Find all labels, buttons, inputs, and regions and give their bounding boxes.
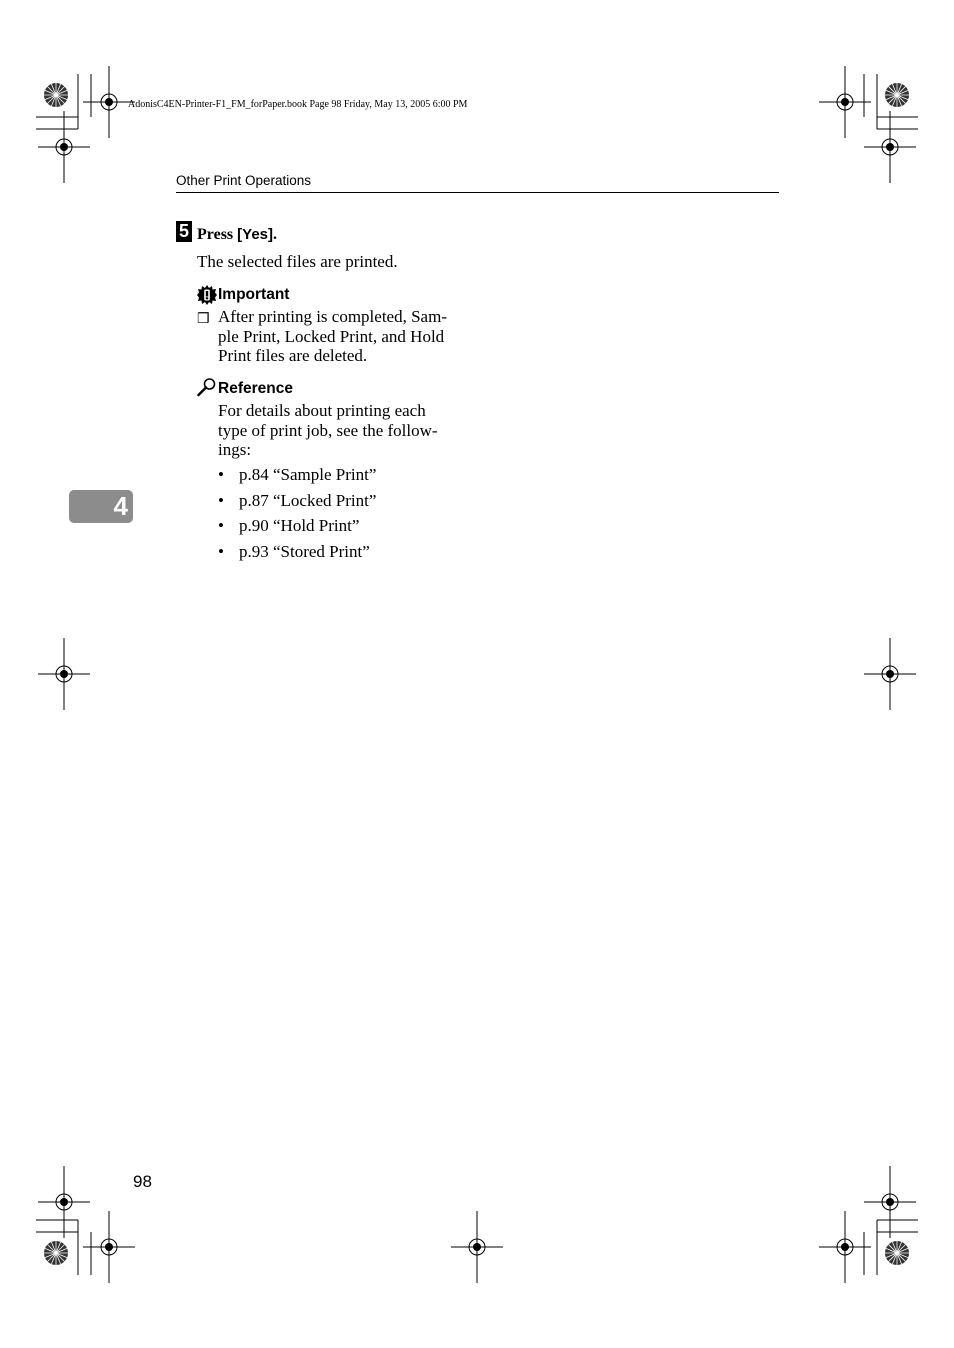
reference-link-label[interactable]: p.84 “Sample Print” xyxy=(239,465,377,484)
reference-line: ings: xyxy=(218,440,252,459)
reference-line: type of print job, see the follow- xyxy=(218,420,438,440)
step-number-icon: 5 xyxy=(176,221,192,242)
magnifier-icon xyxy=(197,377,217,397)
reference-link-label[interactable]: p.93 “Stored Print” xyxy=(239,542,370,561)
reference-link-hold-print[interactable] xyxy=(218,516,359,536)
important-title: Important xyxy=(218,286,290,303)
important-line: After printing is completed, Sam- xyxy=(218,307,447,326)
crop-mark-bottom-right xyxy=(819,1166,918,1283)
print-info: AdonisC4EN-Printer-F1_FM_forPaper.book Page 98 Friday, May 13, 2005 6:00 PM xyxy=(128,99,468,110)
note-checkbox-icon: ❒ xyxy=(197,312,210,327)
bullet: • xyxy=(218,516,224,535)
reference-title: Reference xyxy=(218,380,293,397)
important-line: ple Print, Locked Print, and Hold xyxy=(218,326,445,346)
running-header: Other Print Operations xyxy=(176,173,312,188)
reference-link-label[interactable]: p.90 “Hold Print” xyxy=(239,516,360,535)
important-text xyxy=(218,307,468,366)
important-badge-icon xyxy=(197,285,217,305)
crop-mark-top-right xyxy=(819,66,918,183)
reference-link-sample-print[interactable] xyxy=(218,465,376,485)
step-prefix: Press xyxy=(197,226,238,243)
bullet: • xyxy=(218,491,224,510)
page-number: 98 xyxy=(133,1172,152,1191)
reference-link-stored-print[interactable] xyxy=(218,542,370,562)
bullet: • xyxy=(218,542,224,561)
reference-line: For details about printing each xyxy=(218,401,426,420)
bullet: • xyxy=(218,465,224,484)
reference-text xyxy=(218,401,468,460)
crop-mark-bottom-left xyxy=(36,1166,135,1283)
yes-key-label: [Yes] xyxy=(237,226,273,243)
chapter-tab: 4 xyxy=(69,490,133,523)
header-rule xyxy=(176,192,779,193)
reference-link-locked-print[interactable] xyxy=(218,491,376,511)
crop-mark-top-left xyxy=(36,66,135,183)
step-instruction xyxy=(197,226,277,244)
reference-link-label[interactable]: p.87 “Locked Print” xyxy=(239,491,377,510)
step-suffix: . xyxy=(273,226,277,243)
step-result: The selected files are printed. xyxy=(197,252,398,271)
reg-mark-bottom-center xyxy=(451,1211,503,1283)
important-line: Print files are deleted. xyxy=(218,346,368,365)
reg-mark-middle-right xyxy=(864,638,916,710)
reg-mark-middle-left xyxy=(38,638,90,710)
